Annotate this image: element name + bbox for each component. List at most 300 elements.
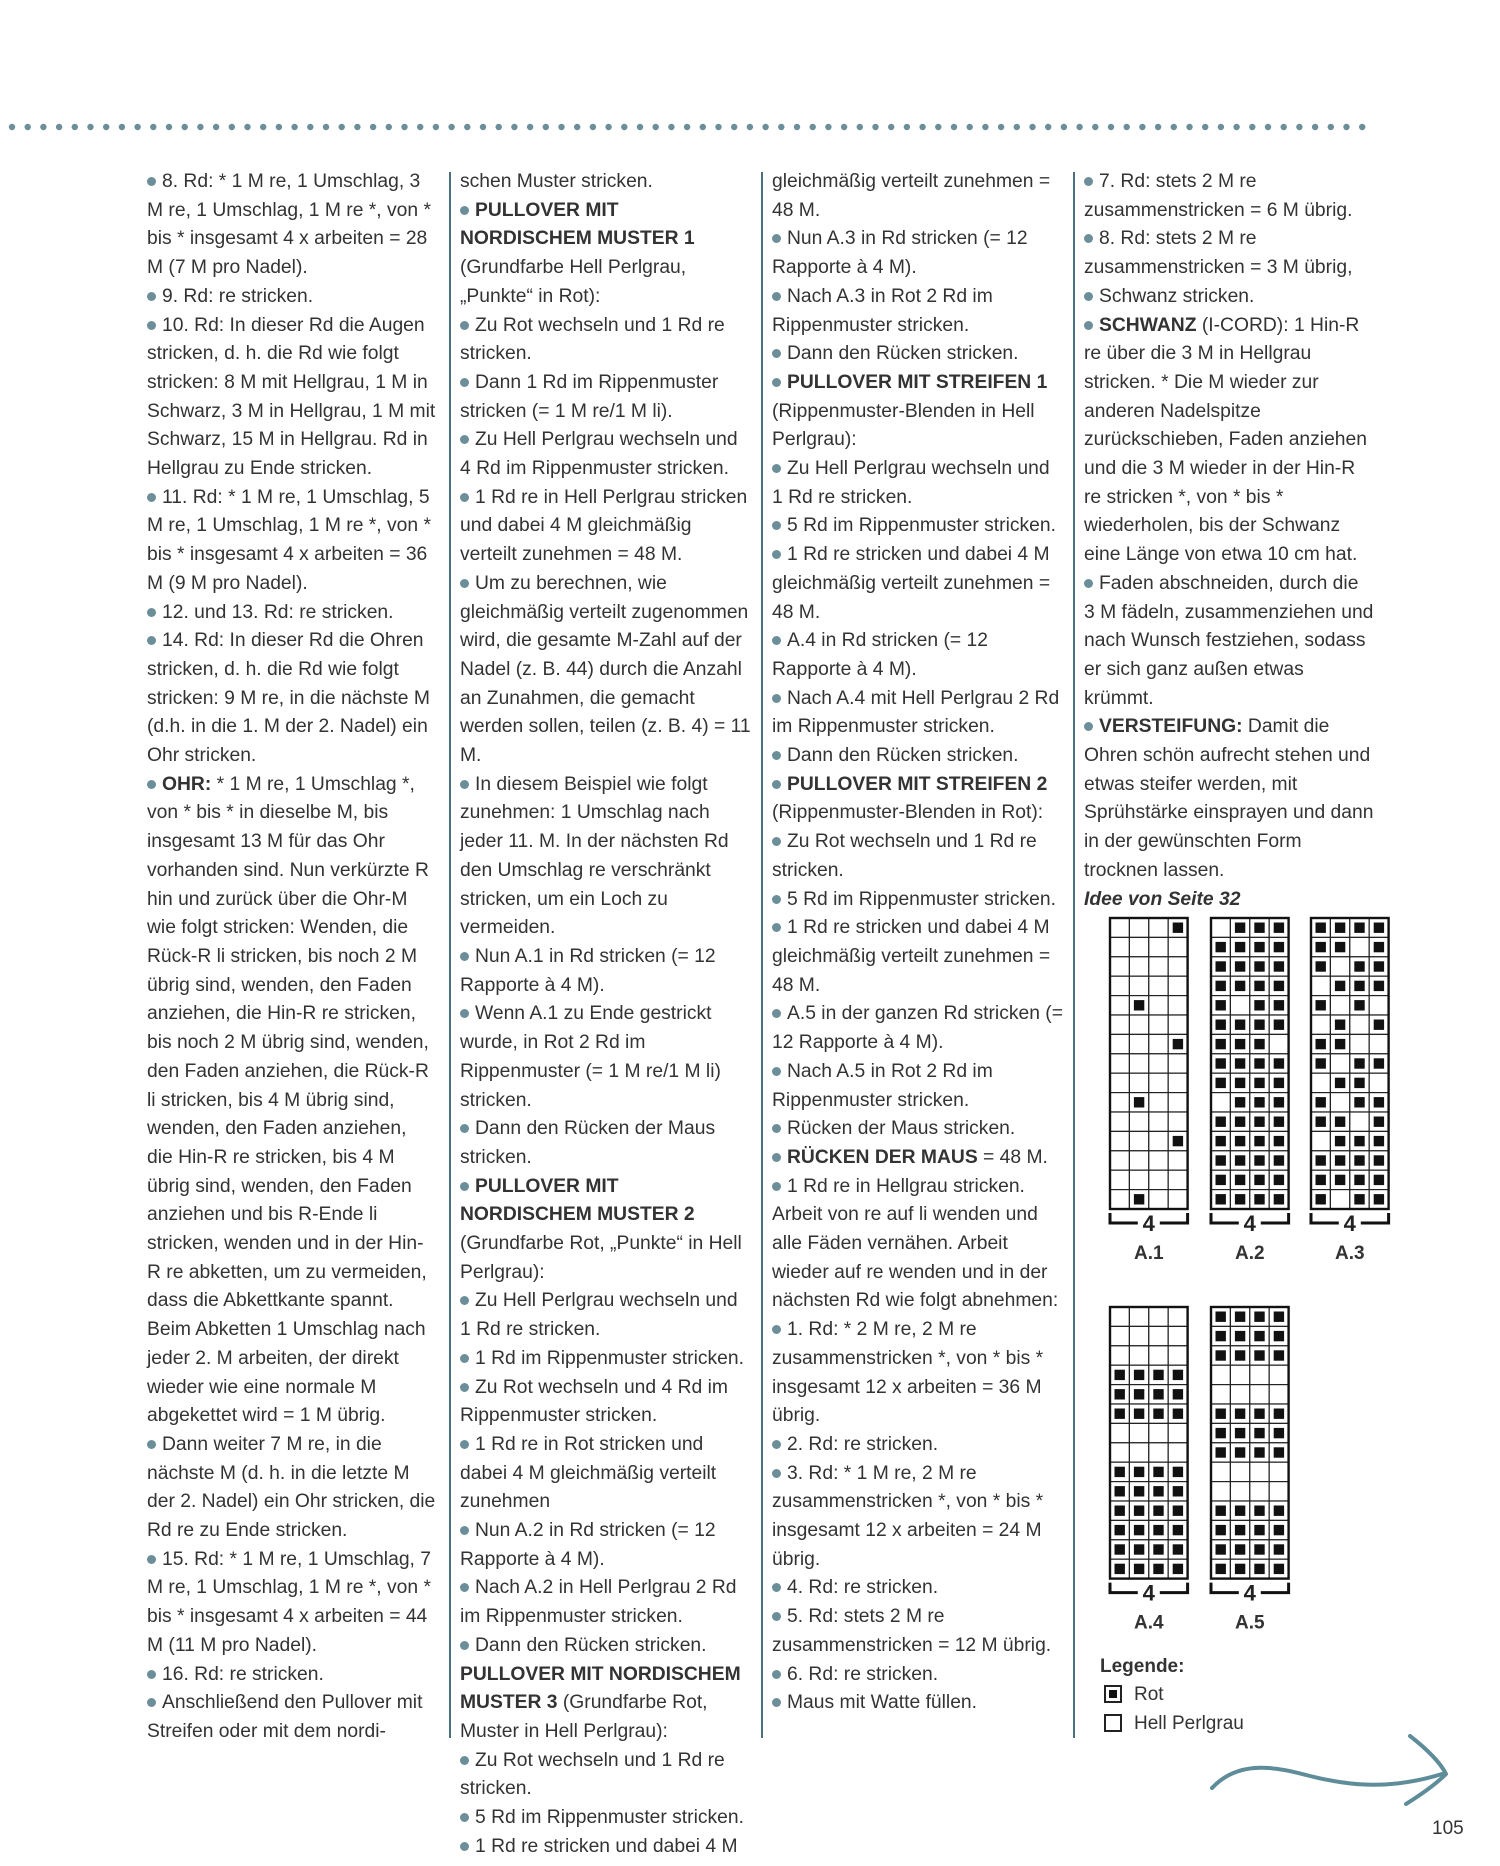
text-run: 11. Rd: * 1 M re, 1 Umschlag, 5 M re, 1 Umschlag, 1 M re *, von * bis * insgesamt 4 x arbeiten = 36 M (9 M pro Nadel).	[147, 486, 431, 594]
filled-stitch	[1374, 961, 1384, 971]
filled-stitch	[1153, 1544, 1163, 1554]
filled-stitch	[1335, 1117, 1345, 1127]
filled-stitch	[1254, 981, 1264, 991]
text-run: 2. Rd: re stricken.	[787, 1433, 939, 1455]
filled-stitch	[1274, 1544, 1284, 1554]
section-heading: PULLOVER MIT STREIFEN 1	[787, 371, 1048, 393]
chart-cell	[1149, 957, 1168, 976]
chart-cell	[1369, 1034, 1388, 1053]
filled-stitch	[1153, 1486, 1163, 1496]
filled-stitch	[1235, 1506, 1245, 1516]
filled-stitch	[1115, 1564, 1125, 1574]
text-run: 1 Rd re in Hellgrau stricken. Arbeit von re auf li wenden und alle Fäden vernähen. Arbeit wieder auf re wenden und in der nächsten Rd wie folgt abnehmen:	[772, 1175, 1059, 1312]
chart-cell	[1110, 1015, 1129, 1034]
text-run: 10. Rd: In dieser Rd die Augen stricken, d. h. die Rd wie folgt stricken: 8 M mit Hellgrau, 1 M in Schwarz, 3 M in Hellgrau, 1 M mit Schwarz, 15 M in Hellgrau. Rd in Hellgrau zu Ende stricken.	[147, 314, 436, 480]
filled-stitch	[1115, 1467, 1125, 1477]
filled-stitch	[1235, 1544, 1245, 1554]
chart-cell	[1330, 957, 1349, 976]
text-run: 14. Rd: In dieser Rd die Ohren stricken, d. h. die Rd wie folgt stricken: 9 M re, in die nächste M (d.h. in die 1. M der 2. Nadel) ein Ohr stricken.	[147, 630, 430, 767]
filled-stitch	[1173, 1467, 1183, 1477]
filled-stitch	[1254, 1175, 1264, 1185]
chart-cell	[1149, 996, 1168, 1015]
chart-cell	[1230, 1482, 1249, 1501]
section-heading: PULLOVER MIT STREIFEN 2	[787, 773, 1048, 795]
text-run: Zu Rot wechseln und 4 Rd im Rippenmuster stricken.	[460, 1376, 728, 1427]
text-run: 5 Rd im Rippenmuster stricken.	[787, 515, 1056, 537]
chart-cell	[1149, 937, 1168, 956]
filled-stitch	[1153, 1370, 1163, 1380]
filled-stitch	[1235, 1117, 1245, 1127]
chart-label: A.1	[1134, 1243, 1164, 1264]
chart-cell	[1168, 1170, 1187, 1189]
arrow-icon	[1200, 1728, 1460, 1808]
chart-cell	[1149, 1093, 1168, 1112]
filled-stitch	[1316, 923, 1326, 933]
text-run: Maus mit Watte füllen.	[787, 1692, 978, 1714]
legend-label: Rot	[1134, 1684, 1164, 1705]
filled-stitch	[1316, 1117, 1326, 1127]
legend-label: Hell Perlgrau	[1134, 1713, 1244, 1734]
chart-label: A.3	[1335, 1243, 1365, 1264]
chart-cell	[1149, 1073, 1168, 1092]
filled-stitch	[1374, 1175, 1384, 1185]
chart-cell	[1269, 1034, 1288, 1053]
filled-stitch	[1153, 1506, 1163, 1516]
chart-a4	[1110, 1307, 1188, 1634]
repeat-count: 4	[1142, 1580, 1155, 1606]
filled-stitch	[1354, 1097, 1364, 1107]
text-run: 5. Rd: stets 2 M re zusammenstricken = 12 M übrig.	[772, 1606, 1052, 1656]
repeat-count: 4	[1243, 1580, 1256, 1606]
filled-stitch	[1254, 1428, 1264, 1438]
chart-cell	[1110, 1112, 1129, 1131]
chart-cell	[1330, 996, 1349, 1015]
filled-stitch	[1173, 1564, 1183, 1574]
chart-a5	[1211, 1307, 1289, 1634]
chart-cell	[1311, 1073, 1330, 1092]
filled-stitch	[1235, 1078, 1245, 1088]
filled-stitch	[1134, 1544, 1144, 1554]
filled-stitch	[1235, 961, 1245, 971]
chart-cell	[1110, 1443, 1129, 1462]
empty-square-icon	[1104, 1714, 1122, 1732]
chart-cell	[1110, 1423, 1129, 1442]
chart-cell	[1110, 1326, 1129, 1345]
legend-item-rot	[1104, 1684, 1164, 1706]
chart-cell	[1168, 1151, 1187, 1170]
filled-stitch	[1254, 1447, 1264, 1457]
chart-cell	[1149, 1015, 1168, 1034]
filled-stitch	[1316, 1175, 1326, 1185]
filled-stitch	[1235, 1428, 1245, 1438]
text-run: 1 Rd re stricken und dabei 4 M gleichmäßig verteilt zunehmen = 48 M.	[772, 917, 1051, 996]
filled-stitch	[1374, 981, 1384, 991]
section-heading: PULLOVER MIT NORDISCHEM MUSTER 3	[460, 1663, 741, 1714]
chart-cell	[1149, 1034, 1168, 1053]
filled-stitch	[1254, 1078, 1264, 1088]
filled-stitch	[1173, 1389, 1183, 1399]
filled-stitch	[1235, 1525, 1245, 1535]
chart-cell	[1129, 937, 1148, 956]
filled-stitch	[1254, 961, 1264, 971]
filled-stitch	[1274, 1117, 1284, 1127]
chart-cell	[1110, 976, 1129, 995]
filled-stitch	[1216, 1058, 1226, 1068]
chart-cell	[1211, 918, 1230, 937]
chart-cell	[1250, 1385, 1269, 1404]
text-run: Nach A.2 in Hell Perlgrau 2 Rd im Rippenmuster stricken.	[460, 1577, 737, 1628]
text-run: 16. Rd: re stricken.	[162, 1663, 324, 1685]
filled-stitch	[1153, 1389, 1163, 1399]
filled-stitch	[1335, 942, 1345, 952]
filled-stitch	[1254, 1155, 1264, 1165]
filled-stitch	[1274, 1409, 1284, 1419]
chart-cell	[1330, 1190, 1349, 1209]
chart-cell	[1168, 996, 1187, 1015]
text-run: In diesem Beispiel wie folgt zunehmen: 1 Umschlag nach jeder 11. M. In der nächsten Rd den Umschlag re verschränkt stricken, um ein Loch zu vermeiden.	[460, 773, 729, 939]
chart-cell	[1129, 1015, 1148, 1034]
filled-stitch	[1134, 1506, 1144, 1516]
filled-stitch	[1216, 1136, 1226, 1146]
filled-stitch	[1254, 1312, 1264, 1322]
filled-stitch	[1316, 1039, 1326, 1049]
filled-stitch	[1216, 942, 1226, 952]
filled-stitch	[1374, 1155, 1384, 1165]
filled-stitch	[1235, 1350, 1245, 1360]
text-run: 1 Rd re stricken und dabei 4 M	[475, 1835, 738, 1857]
section-heading: SCHWANZ	[1099, 314, 1197, 336]
filled-stitch	[1335, 923, 1345, 933]
chart-cell	[1311, 1131, 1330, 1150]
filled-stitch	[1134, 1409, 1144, 1419]
text-run: Dann den Rücken stricken.	[787, 343, 1019, 365]
text-run: Zu Rot wechseln und 1 Rd re stricken.	[460, 314, 725, 365]
chart-cell	[1110, 1093, 1129, 1112]
text-run: Nach A.3 in Rot 2 Rd im Rippenmuster stricken.	[772, 285, 993, 336]
chart-cell	[1110, 1034, 1129, 1053]
chart-cell	[1149, 1054, 1168, 1073]
filled-stitch	[1335, 981, 1345, 991]
chart-cell	[1149, 1326, 1168, 1345]
filled-stitch	[1254, 1331, 1264, 1341]
filled-stitch	[1216, 1117, 1226, 1127]
filled-stitch	[1134, 1370, 1144, 1380]
filled-stitch	[1235, 923, 1245, 933]
chart-label: A.5	[1235, 1612, 1265, 1634]
chart-cell	[1149, 976, 1168, 995]
text-run: schen Muster stricken.	[460, 171, 653, 192]
chart-cell	[1168, 1307, 1187, 1326]
filled-square-icon	[1104, 1685, 1122, 1703]
text-run: Anschließend den Pullover mit Streifen oder mit dem nordi-	[147, 1692, 423, 1742]
section-heading: VERSTEIFUNG:	[1099, 716, 1243, 738]
filled-stitch	[1274, 1058, 1284, 1068]
filled-stitch	[1274, 1564, 1284, 1574]
filled-stitch	[1115, 1389, 1125, 1399]
filled-stitch	[1235, 1039, 1245, 1049]
text-run: 5 Rd im Rippenmuster stricken.	[475, 1807, 744, 1829]
filled-stitch	[1254, 1039, 1264, 1049]
chart-cell	[1168, 976, 1187, 995]
filled-stitch	[1254, 1544, 1264, 1554]
filled-stitch	[1216, 1428, 1226, 1438]
chart-cell	[1211, 1462, 1230, 1481]
chart-cell	[1129, 1326, 1148, 1345]
filled-stitch	[1235, 1155, 1245, 1165]
chart-cell	[1129, 1423, 1148, 1442]
filled-stitch	[1153, 1564, 1163, 1574]
text-run: 1 Rd re in Hell Perlgrau stricken und dabei 4 M gleichmäßig verteilt zunehmen = 48 M.	[460, 486, 748, 566]
filled-stitch	[1254, 923, 1264, 933]
filled-stitch	[1316, 1097, 1326, 1107]
filled-stitch	[1354, 1194, 1364, 1204]
text-run: 1 Rd re in Rot stricken und dabei 4 M gleichmäßig verteilt zunehmen	[460, 1433, 717, 1513]
filled-stitch	[1254, 1409, 1264, 1419]
filled-stitch	[1216, 1331, 1226, 1341]
filled-stitch	[1274, 981, 1284, 991]
filled-stitch	[1254, 1117, 1264, 1127]
filled-stitch	[1153, 1409, 1163, 1419]
chart-cell	[1110, 1131, 1129, 1150]
chart-cell	[1149, 1112, 1168, 1131]
filled-stitch	[1216, 1039, 1226, 1049]
chart-cell	[1168, 937, 1187, 956]
filled-stitch	[1235, 942, 1245, 952]
filled-stitch	[1254, 1058, 1264, 1068]
filled-stitch	[1316, 1194, 1326, 1204]
chart-cell	[1350, 1112, 1369, 1131]
chart-cell	[1168, 1112, 1187, 1131]
filled-stitch	[1235, 1194, 1245, 1204]
text-run: 5 Rd im Rippenmuster stricken.	[787, 888, 1056, 910]
chart-cell	[1129, 1034, 1148, 1053]
chart-cell	[1330, 1093, 1349, 1112]
chart-cell	[1110, 996, 1129, 1015]
chart-cell	[1168, 1073, 1187, 1092]
text-run: gleichmäßig verteilt zunehmen = 48 M.	[772, 171, 1051, 221]
filled-stitch	[1254, 1136, 1264, 1146]
chart-cell	[1250, 1482, 1269, 1501]
chart-cell	[1269, 1365, 1288, 1384]
filled-stitch	[1134, 1564, 1144, 1574]
filled-stitch	[1354, 1078, 1364, 1088]
filled-stitch	[1115, 1370, 1125, 1380]
chart-cell	[1311, 976, 1330, 995]
filled-stitch	[1274, 1506, 1284, 1516]
chart-cell	[1110, 1346, 1129, 1365]
filled-stitch	[1374, 942, 1384, 952]
text-run: 8. Rd: stets 2 M re zusammenstricken = 3 M übrig,	[1084, 228, 1353, 279]
chart-cell	[1129, 1307, 1148, 1326]
filled-stitch	[1254, 1525, 1264, 1535]
filled-stitch	[1216, 1194, 1226, 1204]
text-run: Nun A.1 in Rd stricken (= 12 Rapporte à 4 M).	[460, 945, 716, 996]
chart-cell	[1211, 1093, 1230, 1112]
filled-stitch	[1354, 1175, 1364, 1185]
chart-cell	[1129, 1073, 1148, 1092]
text-run: Zu Hell Perlgrau wechseln und 1 Rd re stricken.	[460, 1290, 738, 1341]
filled-stitch	[1216, 1350, 1226, 1360]
chart-cell	[1129, 1443, 1148, 1462]
text-run: = 48 M.	[977, 1146, 1048, 1168]
text-run: (Rippenmuster-Blenden in Hell Perlgrau):	[772, 400, 1035, 451]
text-run: Dann weiter 7 M re, in die nächste M (d. h. in die letzte M der 2. Nadel) ein Ohr stricken, die Rd re zu Ende stricken.	[147, 1433, 436, 1542]
chart-cell	[1168, 1054, 1187, 1073]
filled-stitch	[1335, 1136, 1345, 1146]
filled-stitch	[1374, 1117, 1384, 1127]
filled-stitch	[1115, 1506, 1125, 1516]
text-run: Dann den Rücken stricken.	[787, 745, 1019, 767]
filled-stitch	[1274, 1000, 1284, 1010]
filled-stitch	[1173, 923, 1183, 933]
filled-stitch	[1115, 1525, 1125, 1535]
chart-a3	[1311, 918, 1389, 1264]
text-run: Dann den Rücken stricken.	[475, 1634, 707, 1656]
chart-cell	[1129, 957, 1148, 976]
filled-stitch	[1274, 1312, 1284, 1322]
filled-stitch	[1354, 1058, 1364, 1068]
filled-stitch	[1216, 1409, 1226, 1419]
filled-stitch	[1374, 1020, 1384, 1030]
filled-stitch	[1254, 1350, 1264, 1360]
page-number: 105	[1432, 1818, 1464, 1839]
filled-stitch	[1216, 1175, 1226, 1185]
filled-stitch	[1274, 1331, 1284, 1341]
filled-stitch	[1374, 1097, 1384, 1107]
text-run: Dann 1 Rd im Rippenmuster stricken (= 1 M re/1 M li).	[460, 371, 719, 422]
filled-stitch	[1216, 1564, 1226, 1574]
filled-stitch	[1254, 1020, 1264, 1030]
text-run: Nun A.2 in Rd stricken (= 12 Rapporte à 4 M).	[460, 1520, 716, 1570]
filled-stitch	[1335, 1039, 1345, 1049]
text-run: A.4 in Rd stricken (= 12 Rapporte à 4 M).	[772, 630, 988, 680]
text-run: (Grundfarbe Rot, „Punkte“ in Hell Perlgrau):	[460, 1233, 742, 1283]
filled-stitch	[1134, 1389, 1144, 1399]
chart-cell	[1129, 918, 1148, 937]
text-run: Nach A.4 mit Hell Perlgrau 2 Rd im Rippenmuster stricken.	[772, 687, 1060, 738]
filled-stitch	[1216, 1155, 1226, 1165]
filled-stitch	[1153, 1525, 1163, 1535]
section-heading: OHR:	[162, 773, 212, 795]
filled-stitch	[1335, 1078, 1345, 1088]
filled-stitch	[1216, 981, 1226, 991]
chart-label: A.4	[1134, 1612, 1164, 1634]
chart-cell	[1168, 1093, 1187, 1112]
text-run: 1. Rd: * 2 M re, 2 M re zusammenstricken *, von * bis * insgesamt 12 x arbeiten = 36 M übrig.	[772, 1319, 1044, 1427]
text-run: * 1 M re, 1 Umschlag *, von * bis * in dieselbe M, bis insgesamt 13 M für das Ohr vorhanden sind. Nun verkürzte R hin und zurück über die Ohr-M wie folgt stricken: Wenden, die Rück-R li stricken, bis noch 2 M übrig sind, wenden, den Faden anziehen, die Hin-R re stricken, bis noch 2 M übrig sind, wenden, den Faden anziehen, die Rück-R li stricken, bis 4 M übrig sind, wenden, den Faden anziehen, die Hin-R re stricken, bis 4 M übrig sind, wenden, den Faden anziehen und bis R-Ende li stricken, wenden und in der Hin-R re abketten, um zu vermeiden, dass die Abkettkante spannt. Beim Abketten 1 Umschlag nach jeder 2. M arbeiten, der direkt wieder wie eine normale M abgekettet wird = 1 M übrig.	[147, 773, 429, 1427]
filled-stitch	[1254, 942, 1264, 952]
section-heading: RÜCKEN DER MAUS	[787, 1146, 978, 1168]
filled-stitch	[1115, 1409, 1125, 1419]
text-run: 15. Rd: * 1 M re, 1 Umschlag, 7 M re, 1 Umschlag, 1 M re *, von * bis * insgesamt 4 x arbeiten = 44 M (11 M pro Nadel).	[147, 1548, 431, 1656]
filled-stitch	[1216, 1525, 1226, 1535]
filled-stitch	[1254, 1097, 1264, 1107]
legend-title: Legende:	[1100, 1656, 1185, 1677]
filled-stitch	[1274, 1097, 1284, 1107]
text-run: (I-CORD): 1 Hin-R re über die 3 M in Hellgrau stricken. * Die M wieder zur anderen Nadelspitze zurückschieben, Faden anziehen und die 3 M wieder in der Hin-R re stricken *, von * bis * wiederholen, bis der Schwanz eine Länge von etwa 10 cm hat.	[1084, 314, 1367, 566]
filled-stitch	[1335, 1155, 1345, 1165]
filled-stitch	[1235, 1409, 1245, 1419]
filled-stitch	[1216, 1020, 1226, 1030]
filled-stitch	[1134, 1486, 1144, 1496]
text-run: Schwanz stricken.	[1099, 285, 1255, 307]
text-run: Rücken der Maus stricken.	[787, 1118, 1016, 1140]
chart-cell	[1230, 996, 1249, 1015]
filled-stitch	[1173, 1370, 1183, 1380]
chart-cell	[1168, 957, 1187, 976]
repeat-count: 4	[1343, 1211, 1356, 1236]
filled-stitch	[1254, 1506, 1264, 1516]
filled-stitch	[1134, 1467, 1144, 1477]
filled-stitch	[1316, 1058, 1326, 1068]
repeat-count: 4	[1243, 1211, 1256, 1236]
filled-stitch	[1254, 1000, 1264, 1010]
filled-stitch	[1274, 1136, 1284, 1146]
chart-cell	[1129, 1170, 1148, 1189]
chart-cell	[1110, 1054, 1129, 1073]
filled-stitch	[1235, 981, 1245, 991]
chart-cell	[1110, 1073, 1129, 1092]
filled-stitch	[1173, 1409, 1183, 1419]
filled-stitch	[1235, 1058, 1245, 1068]
filled-stitch	[1316, 1155, 1326, 1165]
text-run: Wenn A.1 zu Ende gestrickt wurde, in Rot 2 Rd im Rippenmuster (= 1 M re/1 M li) stricken.	[460, 1003, 721, 1111]
filled-stitch	[1134, 1525, 1144, 1535]
text-run: 3. Rd: * 1 M re, 2 M re zusammenstricken *, von * bis * insgesamt 12 x arbeiten = 24 M übrig.	[772, 1462, 1044, 1570]
filled-stitch	[1216, 961, 1226, 971]
chart-cell	[1330, 1054, 1349, 1073]
chart-cell	[1211, 1365, 1230, 1384]
chart-cell	[1211, 1482, 1230, 1501]
chart-cell	[1110, 918, 1129, 937]
text-run: 6. Rd: re stricken.	[787, 1663, 939, 1685]
chart-cell	[1350, 937, 1369, 956]
filled-stitch	[1316, 942, 1326, 952]
chart-cell	[1129, 1131, 1148, 1150]
text-run: Zu Rot wechseln und 1 Rd re stricken.	[460, 1749, 725, 1800]
chart-cell	[1110, 1170, 1129, 1189]
filled-stitch	[1134, 1000, 1144, 1010]
filled-stitch	[1316, 961, 1326, 971]
filled-stitch	[1274, 1447, 1284, 1457]
filled-stitch	[1274, 1350, 1284, 1360]
chart-cell	[1149, 1423, 1168, 1442]
text-run: Dann den Rücken der Maus stricken.	[460, 1118, 716, 1168]
text-run: Faden abschneiden, durch die 3 M fädeln, zusammenziehen und nach Wunsch festziehen, sodass er sich ganz außen etwas krümmt.	[1084, 572, 1374, 709]
chart-cell	[1269, 1385, 1288, 1404]
reference-note: Idee von Seite 32	[1084, 888, 1241, 910]
filled-stitch	[1235, 1564, 1245, 1574]
filled-stitch	[1274, 1155, 1284, 1165]
chart-cell	[1350, 1015, 1369, 1034]
filled-stitch	[1153, 1467, 1163, 1477]
chart-cell	[1168, 1423, 1187, 1442]
chart-cell	[1129, 1112, 1148, 1131]
text-run: Zu Rot wechseln und 1 Rd re stricken.	[772, 831, 1037, 881]
text-run: Damit die Ohren schön aufrecht stehen und etwas steifer werden, mit Sprühstärke einsprayen und dann in der gewünschten Form trocknen lassen.	[1084, 716, 1374, 881]
filled-stitch	[1235, 1020, 1245, 1030]
filled-stitch	[1254, 1564, 1264, 1574]
text-run: 1 Rd im Rippenmuster stricken.	[475, 1347, 744, 1369]
filled-stitch	[1115, 1544, 1125, 1554]
section-heading: PULLOVER MIT NORDISCHEM MUSTER 1	[460, 199, 695, 250]
chart-cell	[1129, 976, 1148, 995]
filled-stitch	[1354, 1136, 1364, 1146]
filled-stitch	[1274, 1020, 1284, 1030]
filled-stitch	[1316, 1000, 1326, 1010]
filled-stitch	[1115, 1486, 1125, 1496]
text-run: 8. Rd: * 1 M re, 1 Umschlag, 3 M re, 1 Umschlag, 1 M re *, von * bis * insgesamt 4 x arbeiten = 28 M (7 M pro Nadel).	[147, 171, 431, 279]
